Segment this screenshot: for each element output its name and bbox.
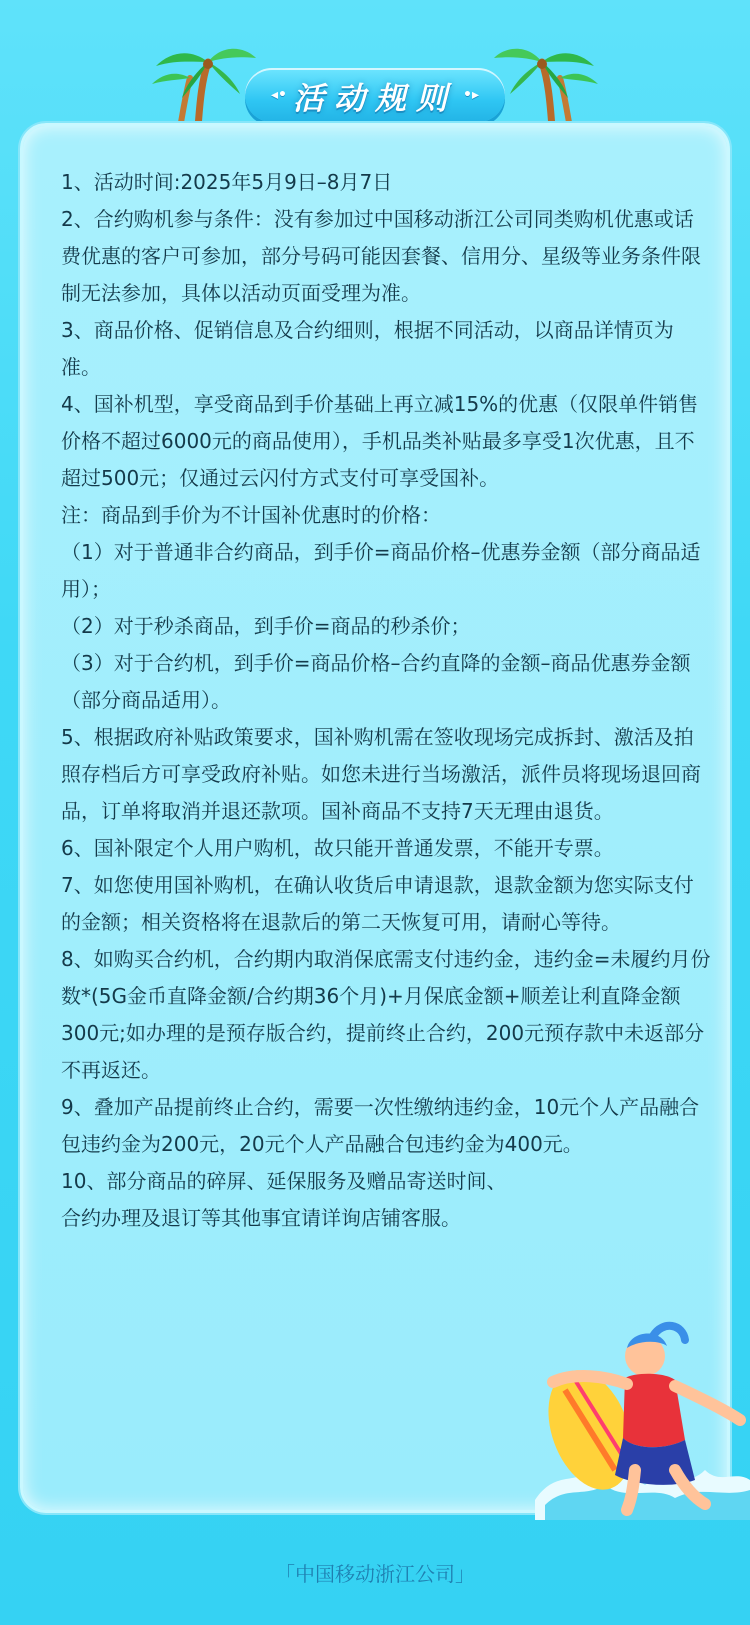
rules-card [20,123,730,1513]
rule-item: 5、根据政府补贴政策要求，国补购机需在签收现场完成拆封、激活及拍照存档后方可享受政府补贴。如您未进行当场激活，派件员将现场退回商品，订单将取消并退还款项。国补商品不支持7天无理由退货。 [61,725,701,823]
rule-item: 4、国补机型，享受商品到手价基础上再立减15%的优惠（仅限单件销售价格不超过6000元的商品使用），手机品类补贴最多享受1次优惠，且不超过500元；仅通过云闪付方式支付可享受国补。 [61,392,699,490]
rule-note-item: （1）对于普通非合约商品，到手价=商品价格–优惠券金额（部分商品适用）； [61,540,701,601]
palm-tree-icon [150,40,260,130]
rule-item: 1、活动时间:2025年5月9日–8月7日 [61,170,393,194]
rule-item: 3、商品价格、促销信息及合约细则，根据不同活动，以商品详情页为准。 [61,318,674,379]
rules-list [61,164,711,1237]
ribbon-deco-right-icon: •▸ [463,87,479,103]
rule-item: 6、国补限定个人用户购机，故只能开普通发票，不能开专票。 [61,836,614,860]
rule-item: 7、如您使用国补购机，在确认收货后申请退款，退款金额为您实际支付的金额；相关资格将在退款后的第二天恢复可用，请耐心等待。 [61,873,694,934]
palm-tree-icon [490,40,600,130]
rule-note: 注：商品到手价为不计国补优惠时的价格： [61,503,441,527]
ribbon-deco-left-icon: ◂• [271,87,287,103]
header-banner [150,40,600,130]
title-ribbon [245,68,505,122]
rule-note-item: （2）对于秒杀商品，到手价=商品的秒杀价； [61,614,471,638]
rule-item: 9、叠加产品提前终止合约，需要一次性缴纳违约金，10元个人产品融合包违约金为200元，20元个人产品融合包违约金为400元。 [61,1095,700,1156]
surfer-illustration [535,1320,750,1520]
rule-item: 2、合约购机参与条件：没有参加过中国移动浙江公司同类购机优惠或话费优惠的客户可参加，部分号码可能因套餐、信用分、星级等业务条件限制无法参加，具体以活动页面受理为准。 [61,207,701,305]
company-footer: 「中国移动浙江公司」 [275,1562,475,1586]
rule-note-item: （3）对于合约机，到手价=商品价格–合约直降的金额–商品优惠券金额（部分商品适用）。 [61,651,691,712]
page-title: 活动规则 [293,80,457,117]
rule-item: 10、部分商品的碎屏、延保服务及赠品寄送时间、合约办理及退订等其他事宜请详询店铺客服。 [61,1169,507,1230]
rule-item: 8、如购买合约机，合约期内取消保底需支付违约金，违约金=未履约月份数*(5G金币直降金额/合约期36个月)+月保底金额+顺差让利直降金额300元;如办理的是预存版合约，提前终止合约，200元预存款中未返部分不再返还。 [61,947,711,1082]
